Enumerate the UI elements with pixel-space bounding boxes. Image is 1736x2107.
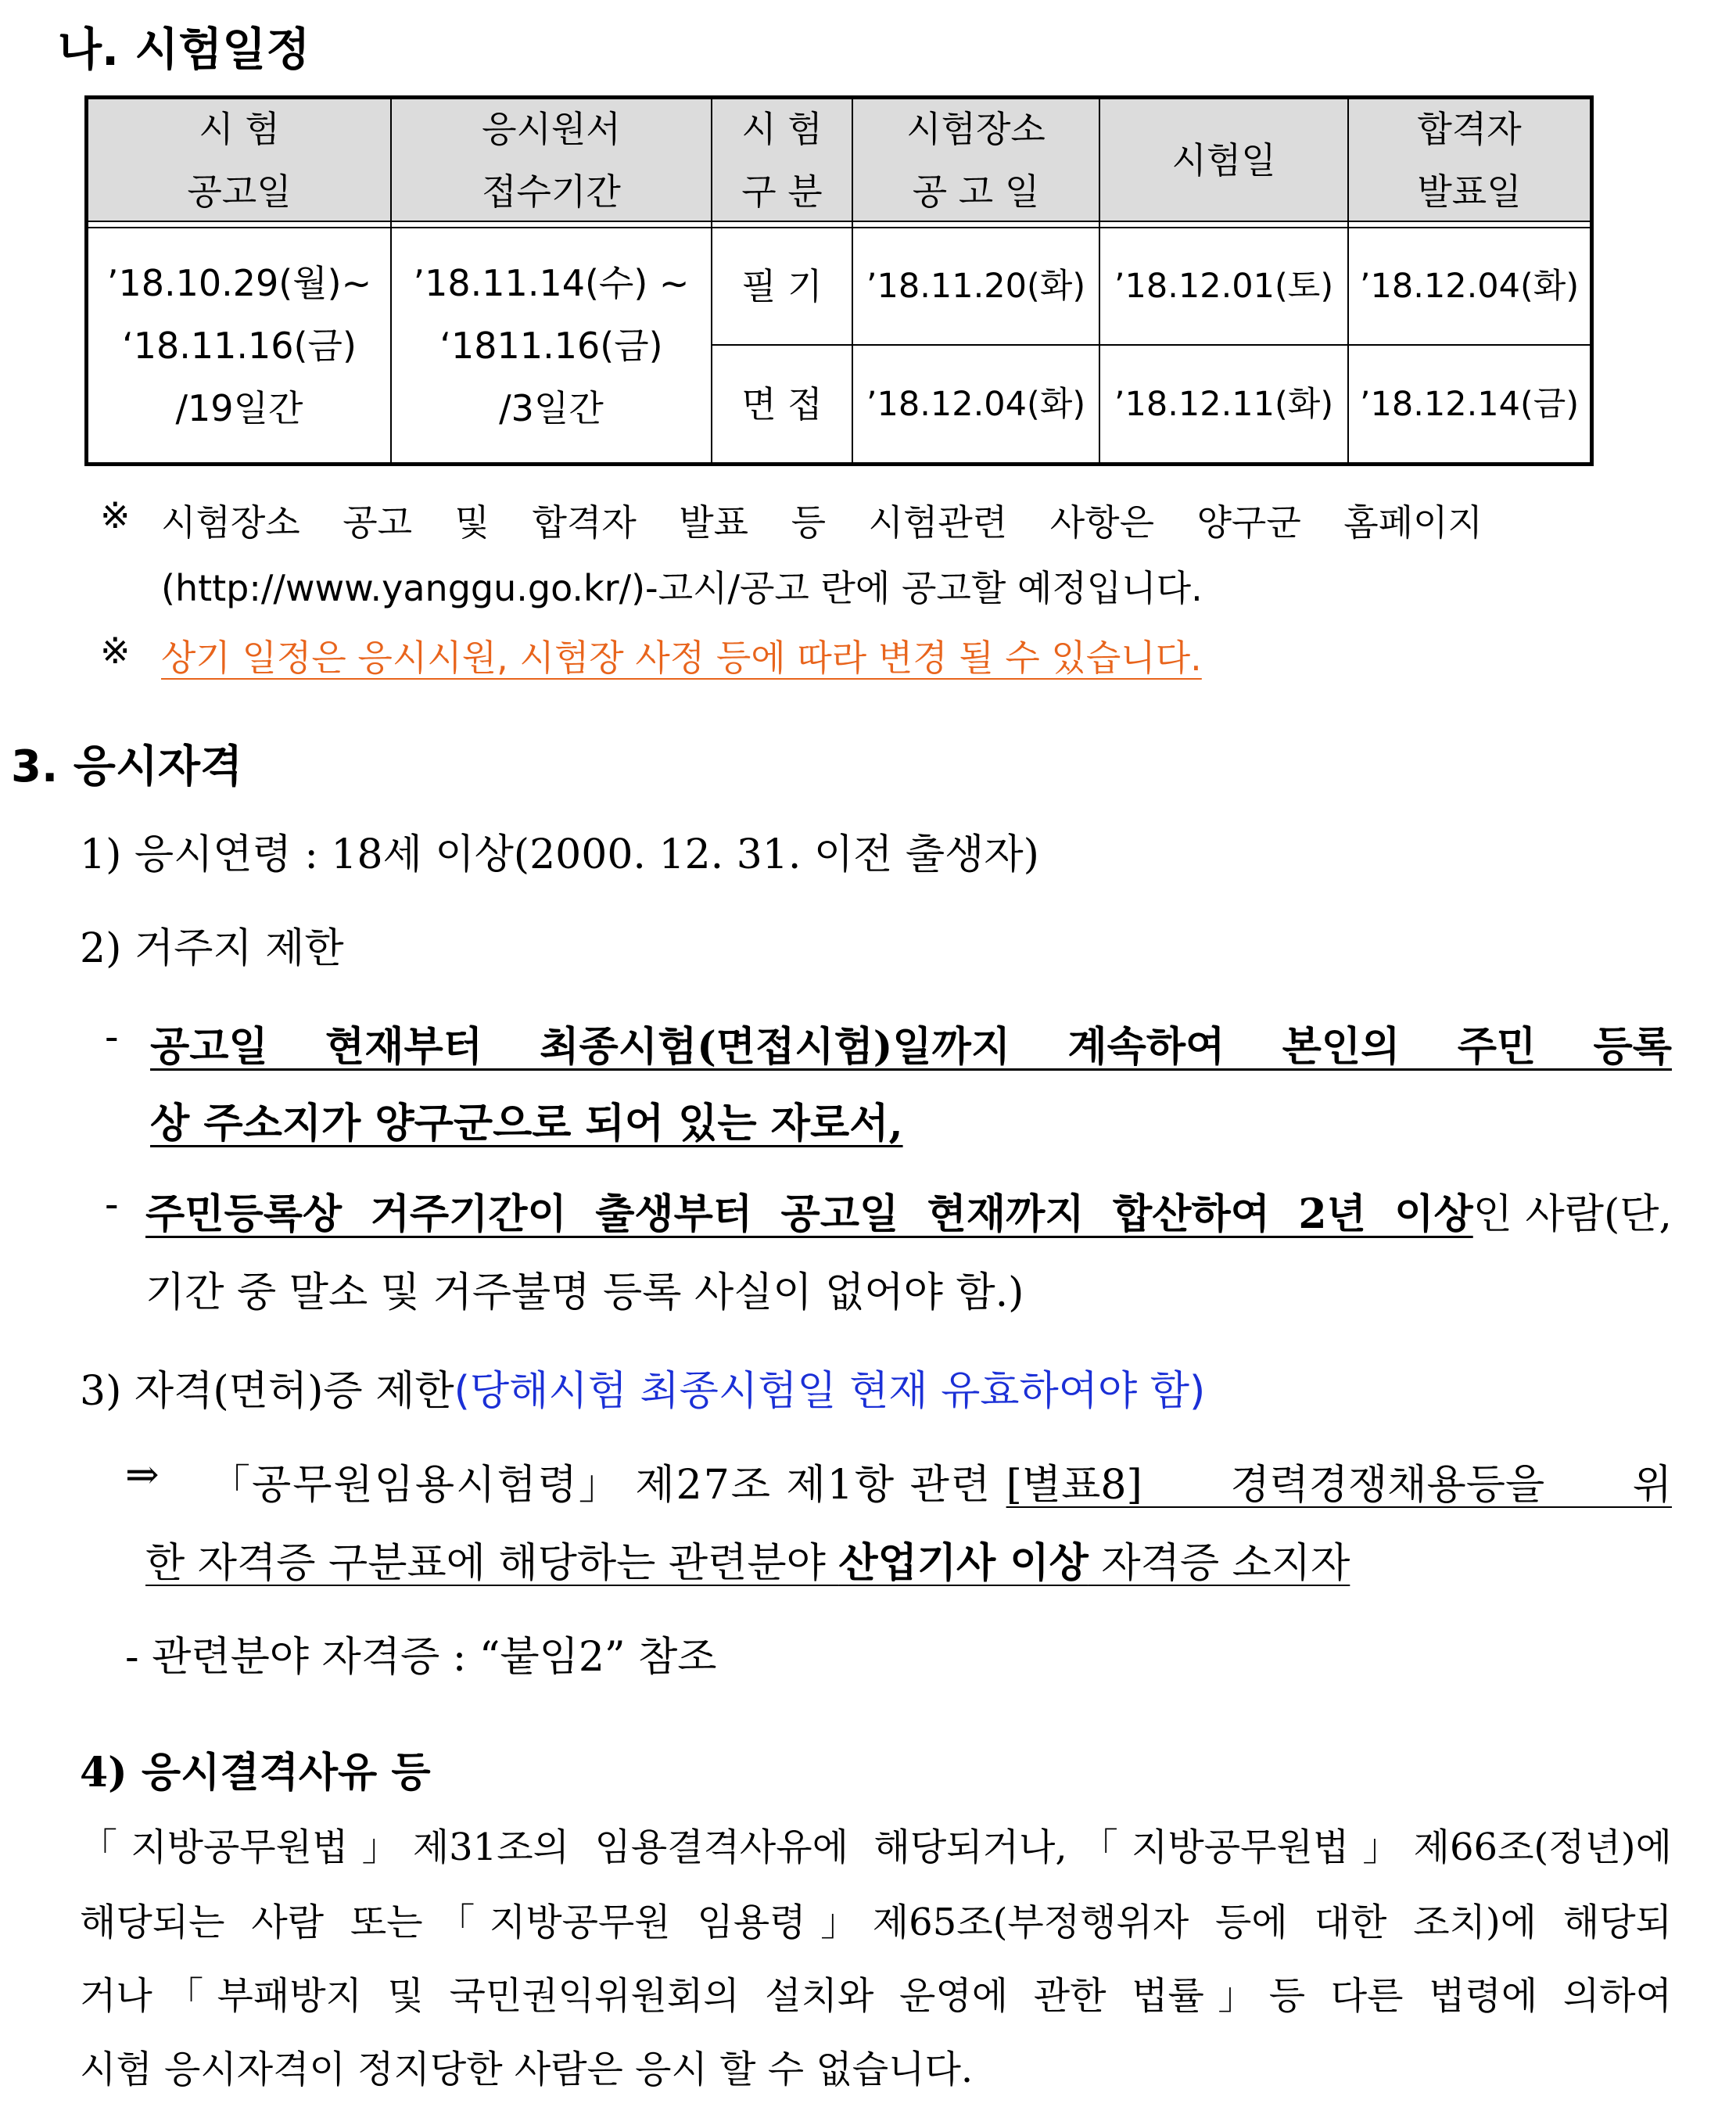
disqualification-line-2: 해당되는 사람 또는「지방공무원 임용령」제65조(부정행위자 등에 대한 조치)에 해당되 xyxy=(80,1901,1672,1944)
residence-condition-2-line-2: 기간 중 말소 및 거주불명 등록 사실이 없어야 함.) xyxy=(145,1269,1024,1316)
table-row-interview-result: ’18.12.14(금) xyxy=(1359,385,1580,424)
table-row-interview-type: 면 접 xyxy=(741,383,823,425)
related-certificates: - 관련분야 자격증 : “붙임2” 참조 xyxy=(125,1634,717,1681)
table-row-written-venue: ’18.11.20(화) xyxy=(866,267,1086,306)
residence-condition-2-bold: 주민등록상 거주기간이 출생부터 공고일 현재까지 합산하여 2년 이상 xyxy=(145,1190,1473,1238)
table-row-written-type: 필 기 xyxy=(741,265,823,307)
header-result-date: 합격자 발표일 xyxy=(1417,107,1522,213)
item-residence-restriction: 2) 거주지 제한 xyxy=(80,925,344,972)
note-1-line-2: (http://www.yanggu.go.kr/)-고시/공고 란에 공고할 예정입니다. xyxy=(161,567,1203,609)
note-1-line-1: 시험장소 공고 및 합격자 발표 등 시험관련 사항은 양구군 홈페이지 xyxy=(161,501,1483,544)
disqualification-line-4: 시험 응시자격이 정지당한 사람은 응시 할 수 없습니다. xyxy=(80,2048,974,2091)
header-exam-type: 시 험 구 분 xyxy=(741,107,823,213)
license-restriction-label: 3) 자격(면허)증 제한 xyxy=(80,1368,454,1415)
table-row-written-exam-date: ’18.12.01(토) xyxy=(1114,267,1334,306)
header-application-period: 응시원서 접수기간 xyxy=(482,107,621,213)
residence-condition-1-line-1: 공고일 현재부터 최종시험(면접시험)일까지 계속하여 본인의 주민 등록 xyxy=(150,1023,1672,1071)
table-row-interview-venue: ’18.12.04(화) xyxy=(866,385,1086,424)
header-divider xyxy=(88,221,1590,228)
note-mark-2: ※ xyxy=(100,630,131,672)
cert-line-1-b: [별표8] 경력경쟁채용등을 위 xyxy=(1006,1462,1672,1509)
disqualification-line-3: 거나「부패방지 및 국민권익위원회의 설치와 운영에 관한 법률」등 다른 법령에 의하여 xyxy=(80,1974,1672,2018)
note-schedule-change: 상기 일정은 응시시원, 시험장 사정 등에 따라 변경 될 수 있습니다. xyxy=(161,637,1202,679)
notice-date-cell: ’18.10.29(월)~ ‘18.11.16(금) /19일간 xyxy=(106,262,372,429)
dash-bullet: - xyxy=(105,1181,119,1228)
item-disqualification: 4) 응시결격사유 등 xyxy=(80,1749,431,1797)
section-title-schedule: 나. 시험일정 xyxy=(58,23,310,76)
cert-line-2-bold: 산업기사 이상 xyxy=(838,1539,1089,1587)
table-row-written-result: ’18.12.04(화) xyxy=(1359,267,1580,306)
cert-line-2-a: 한 자격증 구분표에 해당하는 관련분야 xyxy=(145,1540,839,1587)
section-title-qualifications: 3. 응시자격 xyxy=(11,741,243,792)
cert-line-2 xyxy=(145,1530,1350,1588)
residence-condition-1-line-2: 상 주소지가 양구군으로 되어 있는 자로서, xyxy=(150,1100,903,1147)
header-venue-notice: 시험장소 공 고 일 xyxy=(906,107,1046,213)
note-mark-1: ※ xyxy=(100,494,131,537)
disqualification-line-1: 「지방공무원법」제31조의 임용결격사유에 해당되거나,「지방공무원법」제66조(정년)에 xyxy=(80,1825,1672,1869)
header-notice-date: 시 험 공고일 xyxy=(187,107,292,213)
arrow-icon: ⇒ xyxy=(125,1452,160,1499)
dash-bullet: - xyxy=(105,1014,119,1061)
license-validity-note: (당해시험 최종시험일 현재 유효하여야 함) xyxy=(454,1368,1206,1415)
item-license-restriction xyxy=(80,1358,1205,1416)
cert-line-1-a: 「공무원임용시험령」 제27조 제1항 관련 xyxy=(210,1462,1006,1509)
cert-line-2-c: 자격증 소지자 xyxy=(1088,1540,1350,1587)
header-exam-date: 시험일 xyxy=(1171,138,1276,181)
schedule-table xyxy=(84,95,1594,466)
table-row-interview-exam-date: ’18.12.11(화) xyxy=(1114,385,1334,424)
application-period-cell: ’18.11.14(수) ~ ‘1811.16(금) /3일간 xyxy=(413,262,690,429)
cert-line-1 xyxy=(210,1452,1672,1510)
residence-condition-2-rest: 인 사람(단, xyxy=(1472,1191,1672,1238)
residence-condition-2-line-1 xyxy=(145,1181,1672,1240)
item-age-requirement: 1) 응시연령 : 18세 이상(2000. 12. 31. 이전 출생자) xyxy=(80,831,1039,878)
